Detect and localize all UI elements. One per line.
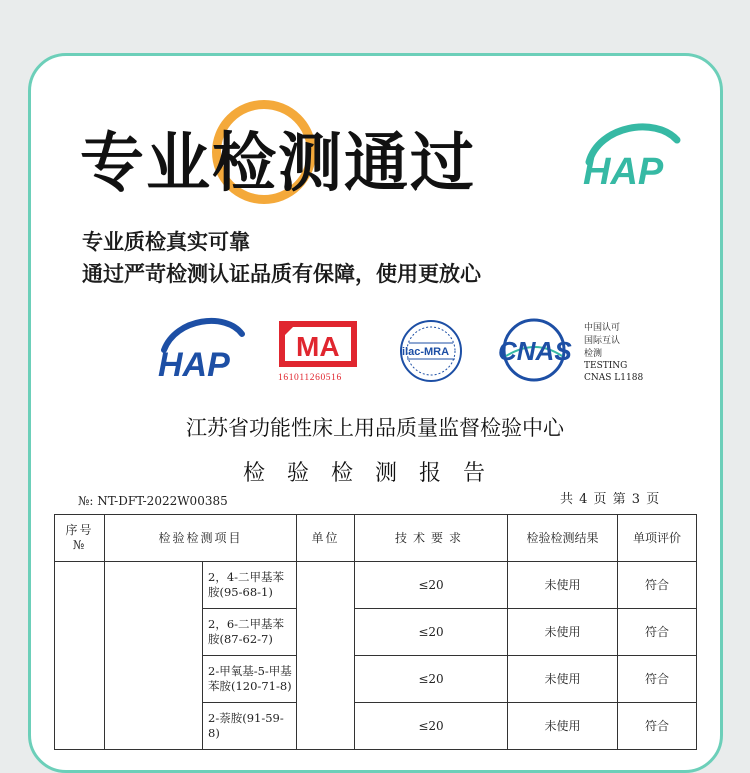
requirement-cell: ≤20 [355, 609, 508, 656]
item-cell: 2-甲氧基-5-甲基苯胺(120-71-8) [203, 656, 297, 703]
seq-cell [55, 562, 105, 750]
result-cell: 未使用 [508, 562, 618, 609]
evaluation-cell: 符合 [618, 609, 697, 656]
requirement-cell: ≤20 [355, 656, 508, 703]
col-item: 检验检测项目 [105, 515, 297, 562]
organization-name: 江苏省功能性床上用品质量监督检验中心 [186, 416, 564, 440]
cnas-line-4: TESTING [584, 361, 628, 371]
cma-logo [276, 318, 360, 386]
col-seq-label: 序号 [65, 523, 94, 537]
col-seq-symbol: № [72, 538, 87, 552]
cnas-logo [496, 318, 656, 386]
col-unit: 单位 [297, 515, 355, 562]
report-table [54, 514, 697, 750]
cnas-line-2: 国际互认 [584, 336, 621, 346]
group-cell [105, 562, 203, 750]
unit-cell [297, 562, 355, 750]
result-cell: 未使用 [508, 656, 618, 703]
col-evaluation: 单项评价 [618, 515, 697, 562]
hap-logo [154, 314, 246, 390]
col-requirement: 技术要求 [355, 515, 508, 562]
cnas-line-1: 中国认可 [584, 323, 621, 333]
requirement-cell: ≤20 [355, 703, 508, 750]
item-cell: 2，4-二甲基苯胺(95-68-1) [203, 562, 297, 609]
tagline-2: 通过严苛检测认证品质有保障，使用更放心 [82, 262, 481, 286]
table-header-row [55, 515, 697, 562]
cnas-text: CNAS [498, 336, 572, 366]
cma-logo-text: MA [296, 331, 340, 362]
ilac-mra-text: ilac-MRA [402, 346, 450, 358]
report-number: №: NT-DFT-2022W00385 [78, 494, 228, 508]
tagline-1: 专业质检真实可靠 [82, 230, 250, 254]
cnas-line-3: 检测 [584, 349, 603, 359]
ilac-mra-logo [398, 318, 464, 384]
hap-logo-top-text: HAP [583, 151, 664, 193]
result-cell: 未使用 [508, 609, 618, 656]
hap-logo-top [575, 118, 685, 198]
page-info: 共 4 页 第 3 页 [560, 492, 661, 507]
report-title: 检验检测报告 [242, 461, 507, 486]
result-cell: 未使用 [508, 703, 618, 750]
item-cell: 2，6-二甲基苯胺(87-62-7) [203, 609, 297, 656]
evaluation-cell: 符合 [618, 562, 697, 609]
table-row [55, 562, 697, 609]
evaluation-cell: 符合 [618, 656, 697, 703]
cma-number: 161011260516 [278, 373, 342, 383]
col-seq [55, 515, 105, 562]
item-cell: 2-萘胺(91-59-8) [203, 703, 297, 750]
requirement-cell: ≤20 [355, 562, 508, 609]
hap-logo-text: HAP [158, 346, 230, 384]
headline: 专业检测通过 [80, 127, 476, 201]
evaluation-cell: 符合 [618, 703, 697, 750]
cnas-line-5: CNAS L1188 [584, 373, 644, 383]
col-result: 检验检测结果 [508, 515, 618, 562]
